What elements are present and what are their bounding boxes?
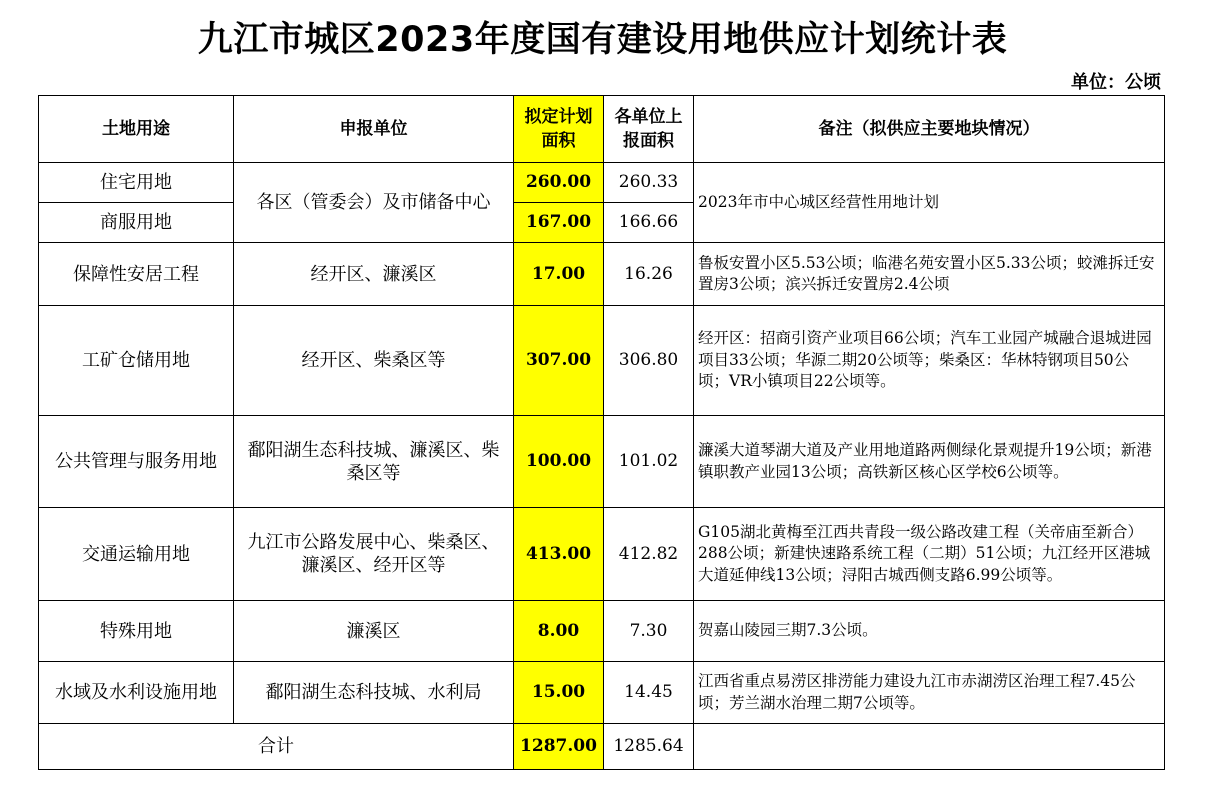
table-row [39,508,1165,601]
reported-area-cell: 412.82 [604,508,694,601]
planned-area-cell: 17.00 [514,243,604,306]
remarks-cell: 经开区：招商引资产业项目66公顷；汽车工业园产城融合退城进园项目33公顷；华源二期20公顷等；柴桑区：华林特钢项目50公顷；VR小镇项目22公顷等。 [694,306,1165,416]
remarks-cell: 江西省重点易涝区排涝能力建设九江市赤湖涝区治理工程7.45公顷；芳兰湖水治理二期7公顷等。 [694,662,1165,724]
reported-area-cell: 306.80 [604,306,694,416]
table-row [39,601,1165,662]
reported-area-cell: 166.66 [604,203,694,243]
land-use-cell: 工矿仓储用地 [39,306,234,416]
land-use-cell: 保障性安居工程 [39,243,234,306]
header-planned-area: 拟定计划面积 [514,96,604,163]
planned-area-cell: 100.00 [514,416,604,508]
reported-area-cell: 16.26 [604,243,694,306]
table-row [39,243,1165,306]
planned-area-cell: 8.00 [514,601,604,662]
remarks-cell: 贺嘉山陵园三期7.3公顷。 [694,601,1165,662]
remarks-cell: 2023年市中心城区经营性用地计划 [694,163,1165,243]
table-header-row [39,96,1165,163]
total-label: 合计 [39,724,514,770]
page-title: 九江市城区2023年度国有建设用地供应计划统计表 [197,20,1008,60]
unit-label: 单位：公顷 [1071,72,1161,93]
reporting-unit-cell: 经开区、濂溪区 [234,243,514,306]
reporting-unit-cell: 各区（管委会）及市储备中心 [234,163,514,243]
reported-area-cell: 14.45 [604,662,694,724]
remarks-cell: G105湖北黄梅至江西共青段一级公路改建工程（关帝庙至新合）288公顷；新建快速路系统工程（二期）51公顷；九江经开区港城大道延伸线13公顷；浔阳古城西侧支路6.99公顷等。 [694,508,1165,601]
remarks-cell: 鲁板安置小区5.53公顷；临港名苑安置小区5.33公顷；蛟滩拆迁安置房3公顷；滨兴拆迁安置房2.4公顷 [694,243,1165,306]
total-remarks-cell [694,724,1165,770]
reporting-unit-cell: 九江市公路发展中心、柴桑区、濂溪区、经开区等 [234,508,514,601]
total-row [39,724,1165,770]
land-use-cell: 住宅用地 [39,163,234,203]
table-row [39,662,1165,724]
total-planned-cell: 1287.00 [514,724,604,770]
planned-area-cell: 307.00 [514,306,604,416]
header-reporting-unit: 申报单位 [234,96,514,163]
land-use-cell: 公共管理与服务用地 [39,416,234,508]
reported-area-cell: 7.30 [604,601,694,662]
planned-area-cell: 167.00 [514,203,604,243]
header-land-use: 土地用途 [39,96,234,163]
header-remarks: 备注（拟供应主要地块情况） [694,96,1165,163]
table-row [39,416,1165,508]
header-reported-area: 各单位上报面积 [604,96,694,163]
total-reported-cell: 1285.64 [604,724,694,770]
reported-area-cell: 101.02 [604,416,694,508]
reporting-unit-cell: 经开区、柴桑区等 [234,306,514,416]
land-use-cell: 交通运输用地 [39,508,234,601]
reporting-unit-cell: 濂溪区 [234,601,514,662]
reported-area-cell: 260.33 [604,163,694,203]
land-use-cell: 商服用地 [39,203,234,243]
planned-area-cell: 260.00 [514,163,604,203]
land-use-cell: 特殊用地 [39,601,234,662]
table-row [39,163,1165,203]
land-supply-table [38,95,1165,770]
land-use-cell: 水域及水利设施用地 [39,662,234,724]
reporting-unit-cell: 鄱阳湖生态科技城、水利局 [234,662,514,724]
reporting-unit-cell: 鄱阳湖生态科技城、濂溪区、柴桑区等 [234,416,514,508]
planned-area-cell: 413.00 [514,508,604,601]
planned-area-cell: 15.00 [514,662,604,724]
table-row [39,306,1165,416]
remarks-cell: 濂溪大道琴湖大道及产业用地道路两侧绿化景观提升19公顷；新港镇职教产业园13公顷；高铁新区核心区学校6公顷等。 [694,416,1165,508]
